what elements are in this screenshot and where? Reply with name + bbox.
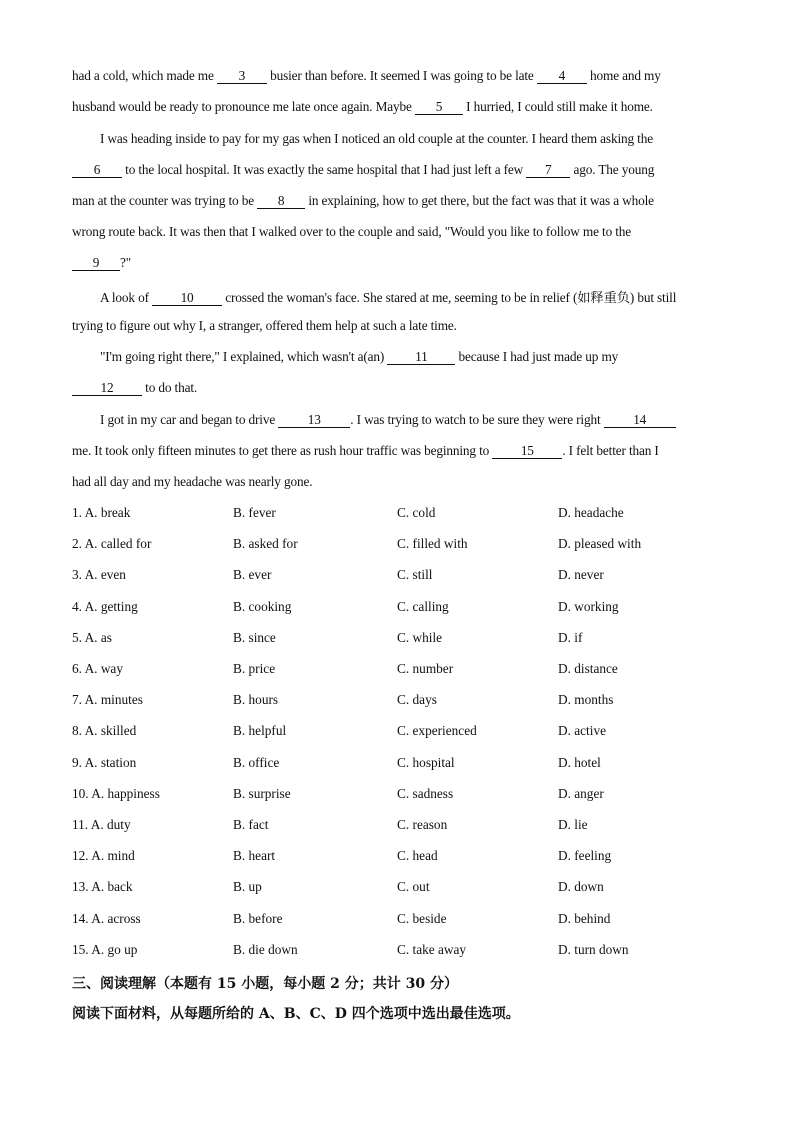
passage-line (72, 68, 732, 99)
blank-13: 13 (278, 413, 350, 428)
passage-text: . I felt better than I (562, 443, 659, 458)
option-b: B. before (233, 910, 283, 926)
option-b: B. surprise (233, 785, 291, 801)
option-b: B. since (233, 629, 276, 645)
passage-text: I was heading inside to pay for my gas when I noticed an old couple at the counter. I heard them asking the (100, 131, 653, 146)
passage-line (100, 287, 732, 318)
passage-text: ago. The young (570, 162, 655, 177)
option-b: B. die down (233, 941, 298, 957)
option-d: D. lie (558, 817, 588, 832)
question-row (72, 723, 732, 754)
option-b: B. hours (233, 692, 279, 708)
option-d: D. anger (558, 785, 604, 801)
question-row (72, 911, 732, 942)
passage-line (72, 193, 732, 224)
passage-line (72, 224, 732, 255)
option-a: 1. A. break (72, 505, 131, 520)
option-b: B. ever (233, 567, 272, 583)
passage-text: busier than before. It seemed I was going to be late (266, 68, 537, 83)
option-d: D. distance (558, 661, 618, 676)
passage-line (72, 318, 732, 349)
option-a: 4. A. getting (72, 598, 138, 614)
passage-line (72, 255, 732, 286)
passage-text: . I was trying to watch to be sure they were right (350, 412, 604, 427)
blank-6: 6 (72, 163, 122, 178)
option-a: 7. A. minutes (72, 692, 143, 708)
option-c: C. head (397, 848, 438, 864)
question-row (72, 817, 732, 848)
passage-line (72, 380, 732, 411)
option-c: C. calling (397, 598, 449, 614)
option-b: B. office (233, 754, 280, 770)
passage-text: because I had just made up my (455, 349, 619, 364)
option-a: 2. A. called for (72, 536, 152, 552)
option-a: 8. A. skilled (72, 723, 137, 739)
passage-text: home and my (586, 68, 661, 83)
passage-text: I hurried, I could still make it home. (462, 99, 653, 114)
option-d: D. if (558, 629, 583, 645)
option-b: B. fact (233, 817, 269, 832)
passage-text: had a cold, which made me (72, 68, 217, 83)
option-a: 11. A. duty (72, 817, 131, 832)
option-a: 12. A. mind (72, 848, 135, 864)
option-a: 10. A. happiness (72, 785, 160, 801)
passage-line (72, 443, 732, 474)
passage-line (72, 474, 732, 505)
question-row (72, 942, 732, 973)
blank-12: 12 (72, 381, 142, 396)
question-row (72, 630, 732, 661)
option-b: B. price (233, 661, 276, 676)
option-c: C. days (397, 692, 437, 708)
option-a: 3. A. even (72, 567, 126, 583)
option-c: C. sadness (397, 785, 454, 801)
blank-15: 15 (492, 444, 562, 459)
passage-line (100, 349, 732, 380)
option-d: D. active (558, 723, 606, 739)
blank-14: 14 (604, 413, 676, 428)
option-a: 15. A. go up (72, 941, 138, 957)
question-row (72, 879, 732, 910)
option-b: B. cooking (233, 598, 292, 614)
passage-text: to do that. (142, 380, 198, 395)
passage-text: me. It took only fifteen minutes to get there as rush hour traffic was beginning to (72, 443, 493, 458)
passage-text: trying to figure out why I, a stranger, offered them help at such a late time. (72, 318, 457, 333)
question-row (72, 755, 732, 786)
passage-text: A look of (100, 290, 153, 305)
option-a: 14. A. across (72, 910, 141, 926)
blank-4: 4 (537, 69, 587, 84)
question-row (72, 786, 732, 817)
option-c: C. experienced (397, 723, 477, 739)
option-a: 13. A. back (72, 879, 133, 895)
option-c: C. still (397, 567, 433, 583)
blank-7: 7 (526, 163, 570, 178)
option-d: D. never (558, 567, 604, 583)
blank-8: 8 (257, 194, 305, 209)
option-b: B. asked for (233, 536, 298, 552)
option-c: C. reason (397, 817, 448, 832)
option-d: D. working (558, 598, 619, 614)
option-d: D. headache (558, 505, 624, 520)
passage-text: ?" (120, 255, 132, 270)
option-c: C. hospital (397, 754, 455, 770)
option-c: C. while (397, 629, 443, 645)
option-d: D. hotel (558, 754, 601, 770)
passage-line (100, 131, 732, 162)
option-a: 5. A. as (72, 629, 112, 645)
passage-text: wrong route back. It was then that I walked over to the couple and said, "Would you like to follow me to the (72, 224, 632, 239)
option-d: D. down (558, 879, 604, 895)
blank-11: 11 (387, 350, 455, 365)
option-c: C. number (397, 661, 454, 676)
passage-text: man at the counter was trying to be (72, 193, 258, 208)
blank-10: 10 (152, 291, 222, 306)
option-b: B. heart (233, 848, 276, 864)
passage-text: I got in my car and began to drive (100, 412, 279, 427)
option-b: B. helpful (233, 723, 287, 739)
passage-line (72, 99, 732, 130)
question-row (72, 599, 732, 630)
passage-text: in explaining, how to get there, but the fact was that it was a whole (305, 193, 654, 208)
blank-5: 5 (415, 100, 463, 115)
passage-line (100, 412, 732, 443)
passage-text: to the local hospital. It was exactly the same hospital that I had just left a few (122, 162, 527, 177)
passage-text: had all day and my headache was nearly gone. (72, 474, 313, 489)
blank-3: 3 (217, 69, 267, 84)
option-c: C. beside (397, 910, 447, 926)
option-a: 9. A. station (72, 754, 137, 770)
section-instruction: 阅读下面材料，从每题所给的 A、B、C、D 四个选项中选出最佳选项。 (72, 1006, 520, 1022)
option-c: C. take away (397, 941, 467, 957)
question-row (72, 848, 732, 879)
option-d: D. turn down (558, 941, 629, 957)
option-c: C. out (397, 879, 430, 895)
blank-9: 9 (72, 256, 120, 271)
option-d: D. behind (558, 910, 611, 926)
question-row (72, 692, 732, 723)
option-d: D. months (558, 692, 614, 708)
option-d: D. pleased with (558, 536, 642, 552)
question-row (72, 567, 732, 598)
question-row (72, 505, 732, 536)
option-b: B. up (233, 879, 262, 895)
question-row (72, 536, 732, 567)
option-a: 6. A. way (72, 661, 123, 676)
question-row (72, 661, 732, 692)
option-d: D. feeling (558, 848, 612, 864)
option-b: B. fever (233, 505, 276, 520)
passage-text: crossed the woman's face. She stared at me, seeming to be in relief (如释重负) but still (222, 290, 677, 305)
passage-text: "I'm going right there," I explained, which wasn't a(an) (100, 349, 388, 364)
option-c: C. cold (397, 505, 436, 520)
passage-line (72, 162, 732, 193)
option-c: C. filled with (397, 536, 468, 552)
passage-text: husband would be ready to pronounce me late once again. Maybe (72, 99, 415, 114)
section-title: 三、阅读理解（本题有 15 小题，每小题 2 分；共计 30 分） (72, 976, 458, 992)
